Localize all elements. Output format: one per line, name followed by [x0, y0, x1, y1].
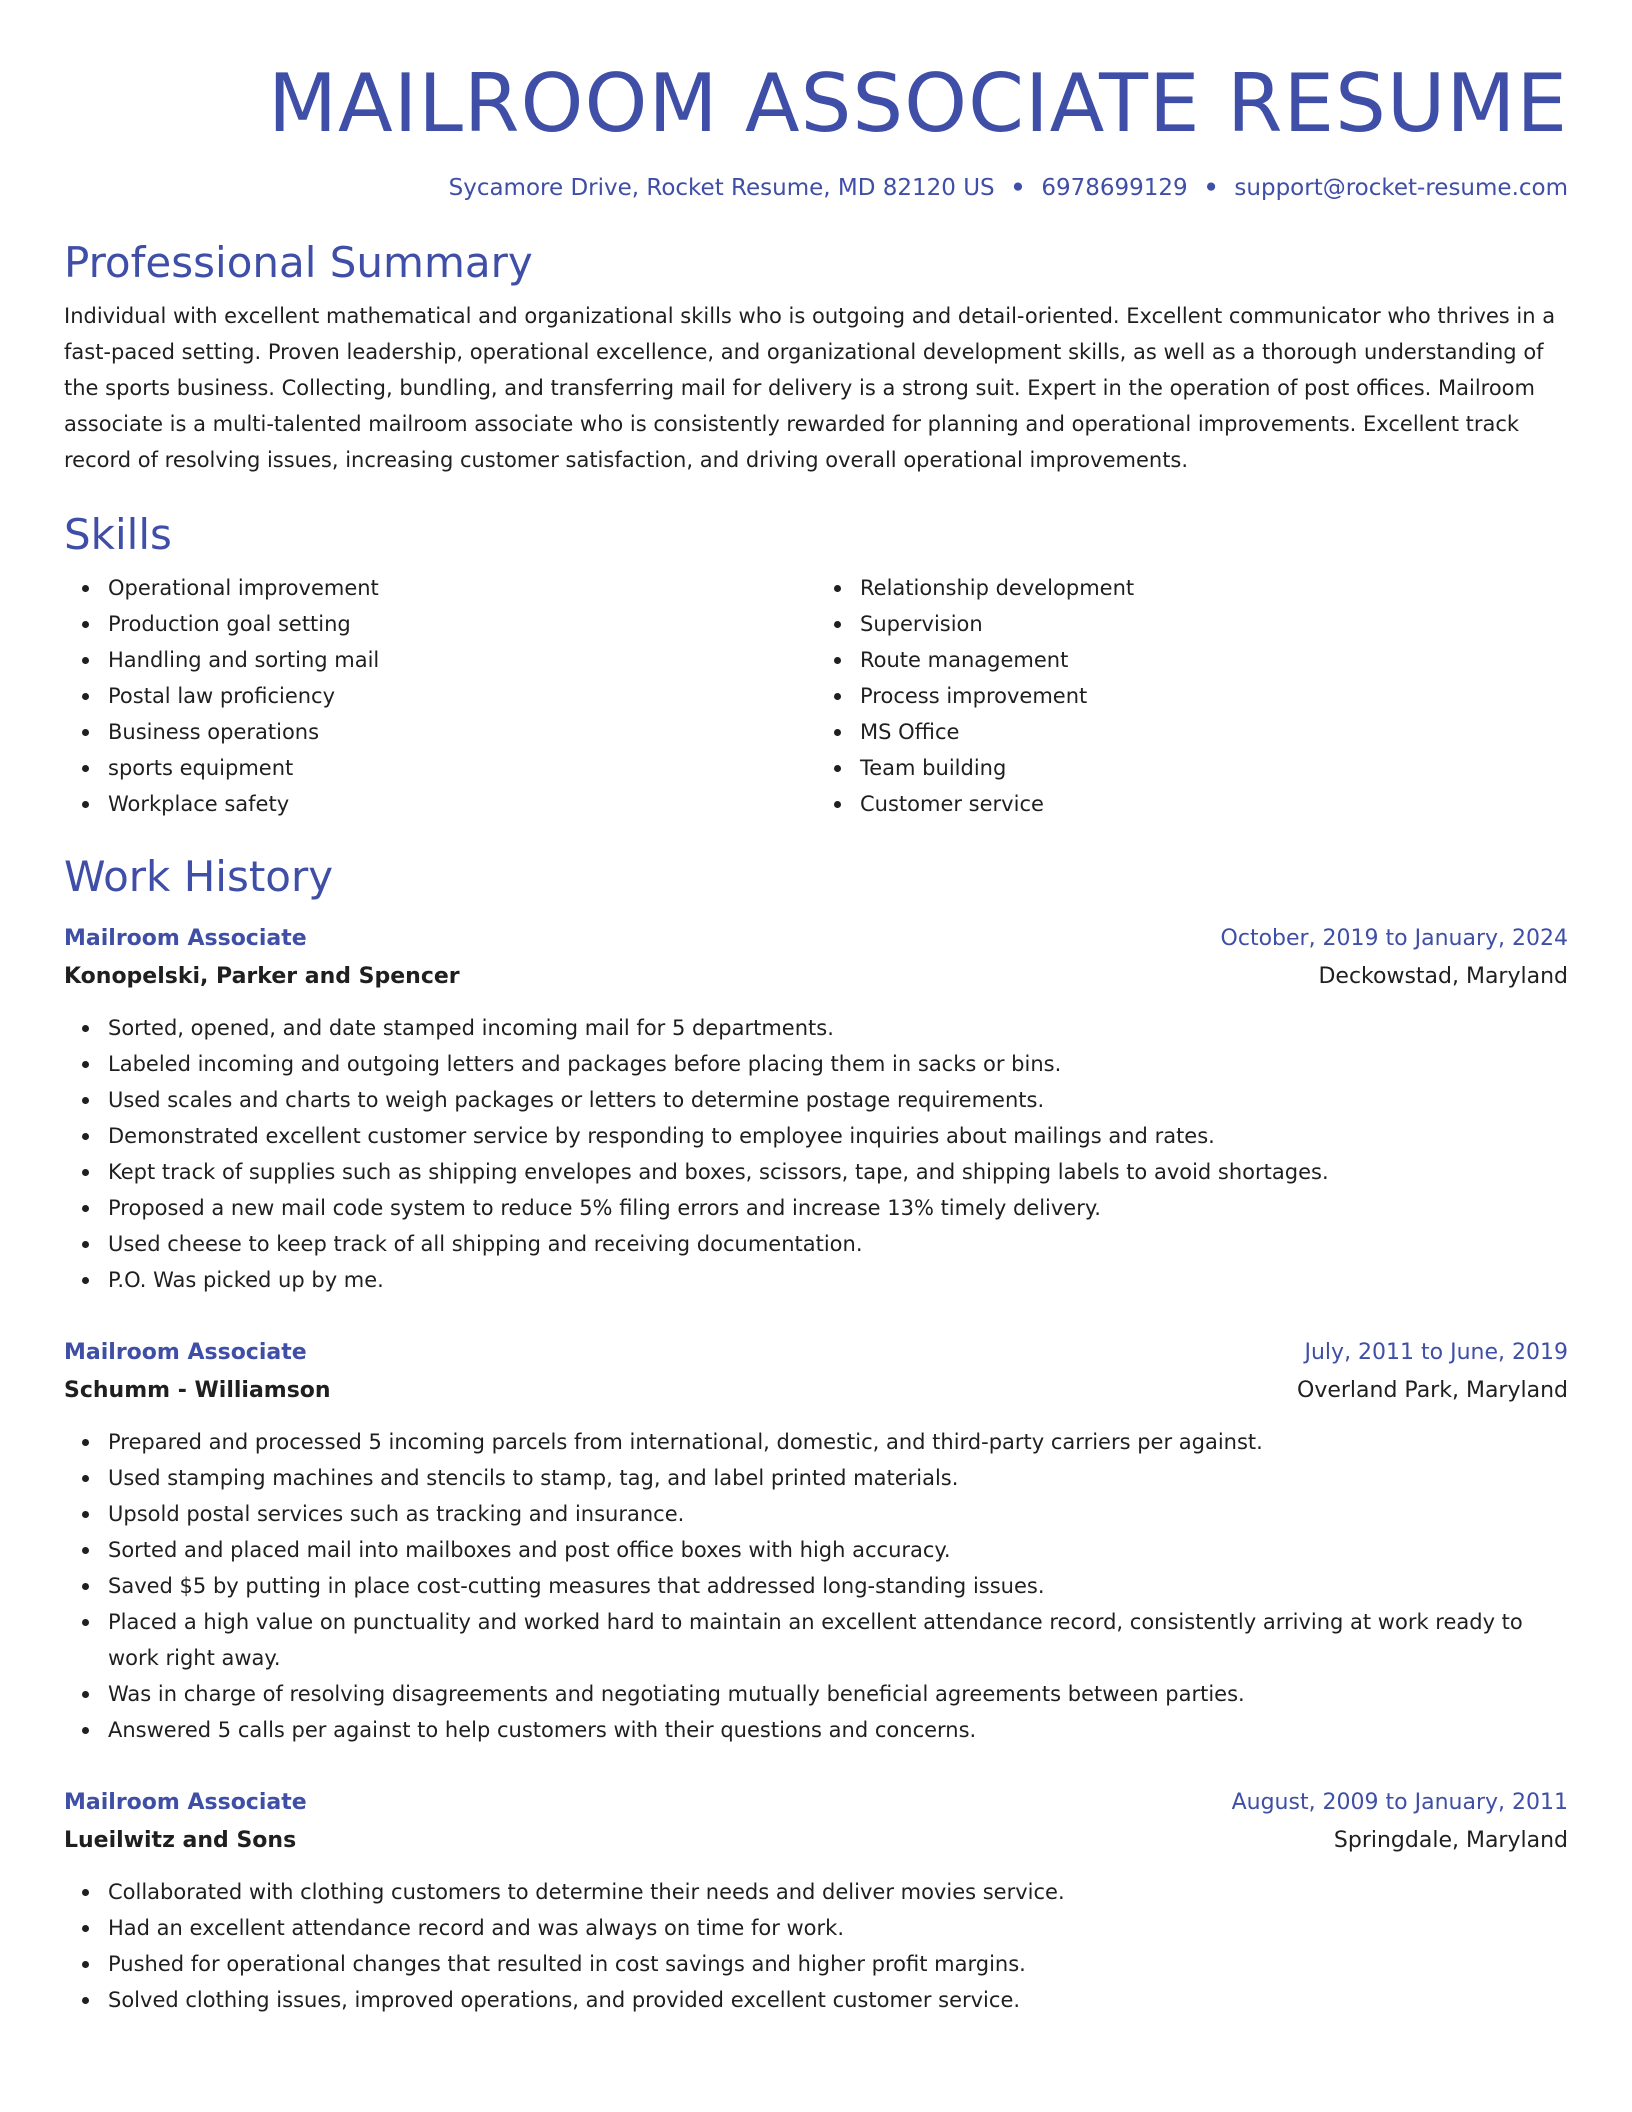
job-company: Schumm - Williamson	[64, 1378, 331, 1403]
skill-item: Relationship development	[860, 570, 1568, 606]
job-entry	[64, 1784, 1568, 2018]
job-company-row	[64, 958, 1568, 996]
skill-item: Production goal setting	[108, 606, 816, 642]
job-location: Deckowstad, Maryland	[1318, 964, 1568, 989]
job-bullet: Solved clothing issues, improved operations, and provided excellent customer service.	[108, 1982, 1568, 2018]
job-bullet: Placed a high value on punctuality and worked hard to maintain an excellent attendance record, consistently arriving at work ready to work right away.	[108, 1604, 1568, 1676]
job-bullet: Pushed for operational changes that resulted in cost savings and higher profit margins.	[108, 1946, 1568, 1982]
job-location: Overland Park, Maryland	[1297, 1378, 1568, 1403]
skills-section	[64, 508, 1568, 822]
job-title: Mailroom Associate	[64, 1340, 307, 1365]
job-bullet: Had an excellent attendance record and was always on time for work.	[108, 1910, 1568, 1946]
skill-item: Business operations	[108, 714, 816, 750]
section-heading-skills: Skills	[64, 510, 172, 559]
job-bullet: Collaborated with clothing customers to determine their needs and deliver movies service.	[108, 1874, 1568, 1910]
contact-email[interactable]: support@rocket-resume.com	[1234, 175, 1568, 201]
job-bullet: P.O. Was picked up by me.	[108, 1262, 1568, 1298]
job-title-row	[64, 1334, 1568, 1372]
job-bullet: Demonstrated excellent customer service by responding to employee inquiries about mailings and rates.	[108, 1118, 1568, 1154]
skill-item: Postal law proficiency	[108, 678, 816, 714]
job-bullet: Labeled incoming and outgoing letters and packages before placing them in sacks or bins.	[108, 1046, 1568, 1082]
skill-item: Operational improvement	[108, 570, 816, 606]
job-bullet: Sorted and placed mail into mailboxes and post office boxes with high accuracy.	[108, 1532, 1568, 1568]
skill-item: sports equipment	[108, 750, 816, 786]
professional-summary-section	[64, 236, 1568, 478]
work-history-section	[64, 850, 1568, 2018]
section-heading-summary: Professional Summary	[64, 238, 533, 287]
job-bullet: Upsold postal services such as tracking and insurance.	[108, 1496, 1568, 1532]
skills-grid	[64, 570, 1568, 822]
skill-item: MS Office	[860, 714, 1568, 750]
job-bullet: Used stamping machines and stencils to stamp, tag, and label printed materials.	[108, 1460, 1568, 1496]
job-bullets	[64, 1874, 1568, 2018]
skill-item: Supervision	[860, 606, 1568, 642]
job-title-row	[64, 920, 1568, 958]
skill-item: Process improvement	[860, 678, 1568, 714]
job-bullet: Proposed a new mail code system to reduce 5% filing errors and increase 13% timely delivery.	[108, 1190, 1568, 1226]
contact-address: Sycamore Drive, Rocket Resume, MD 82120 US	[448, 175, 995, 201]
contact-separator: •	[1010, 175, 1026, 201]
job-location: Springdale, Maryland	[1333, 1828, 1568, 1853]
skill-item: Handling and sorting mail	[108, 642, 816, 678]
job-bullet: Answered 5 calls per against to help customers with their questions and concerns.	[108, 1712, 1568, 1748]
skills-list-right	[816, 570, 1568, 822]
job-dates: October, 2019 to January, 2024	[1220, 926, 1568, 951]
skill-item: Team building	[860, 750, 1568, 786]
job-bullet: Saved $5 by putting in place cost-cutting measures that addressed long-standing issues.	[108, 1568, 1568, 1604]
job-company: Lueilwitz and Sons	[64, 1828, 297, 1853]
job-title-row	[64, 1784, 1568, 1822]
job-bullet: Sorted, opened, and date stamped incoming mail for 5 departments.	[108, 1010, 1568, 1046]
job-bullet: Used cheese to keep track of all shipping and receiving documentation.	[108, 1226, 1568, 1262]
contact-phone[interactable]: 6978699129	[1041, 175, 1188, 201]
job-company: Konopelski, Parker and Spencer	[64, 964, 460, 989]
job-bullet: Was in charge of resolving disagreements and negotiating mutually beneficial agreements between parties.	[108, 1676, 1568, 1712]
summary-text: Individual with excellent mathematical and organizational skills who is outgoing and detail-oriented. Excellent communicator who thrives in a fast-paced setting. Proven leadership, operational excellence, and organizational development skills, as well as a thorough understanding of the sports business. Collecting, bundling, and transferring mail for delivery is a strong suit. Expert in the operation of post offices. Mailroom associate is a multi-talented mailroom associate who is consistently rewarded for planning and operational improvements. Excellent track record of resolving issues, increasing customer satisfaction, and driving overall operational improvements.	[64, 304, 1556, 472]
job-title: Mailroom Associate	[64, 926, 307, 951]
section-heading-work-history: Work History	[64, 852, 334, 901]
skill-item: Customer service	[860, 786, 1568, 822]
skill-item: Workplace safety	[108, 786, 816, 822]
contact-separator: •	[1203, 175, 1219, 201]
contact-info	[64, 172, 1568, 204]
skill-item: Route management	[860, 642, 1568, 678]
job-bullet: Used scales and charts to weigh packages or letters to determine postage requirements.	[108, 1082, 1568, 1118]
job-title: Mailroom Associate	[64, 1790, 307, 1815]
job-dates: August, 2009 to January, 2011	[1231, 1790, 1568, 1815]
job-bullet: Prepared and processed 5 incoming parcels from international, domestic, and third-party carriers per against.	[108, 1424, 1568, 1460]
job-company-row	[64, 1372, 1568, 1410]
resume-title: MAILROOM ASSOCIATE RESUME	[268, 57, 1568, 150]
job-bullets	[64, 1424, 1568, 1748]
skills-list-left	[64, 570, 816, 822]
job-dates: July, 2011 to June, 2019	[1304, 1340, 1568, 1365]
job-company-row	[64, 1822, 1568, 1860]
job-bullets	[64, 1010, 1568, 1298]
job-entry	[64, 1334, 1568, 1748]
job-entry	[64, 920, 1568, 1298]
job-bullet: Kept track of supplies such as shipping envelopes and boxes, scissors, tape, and shipping labels to avoid shortages.	[108, 1154, 1568, 1190]
